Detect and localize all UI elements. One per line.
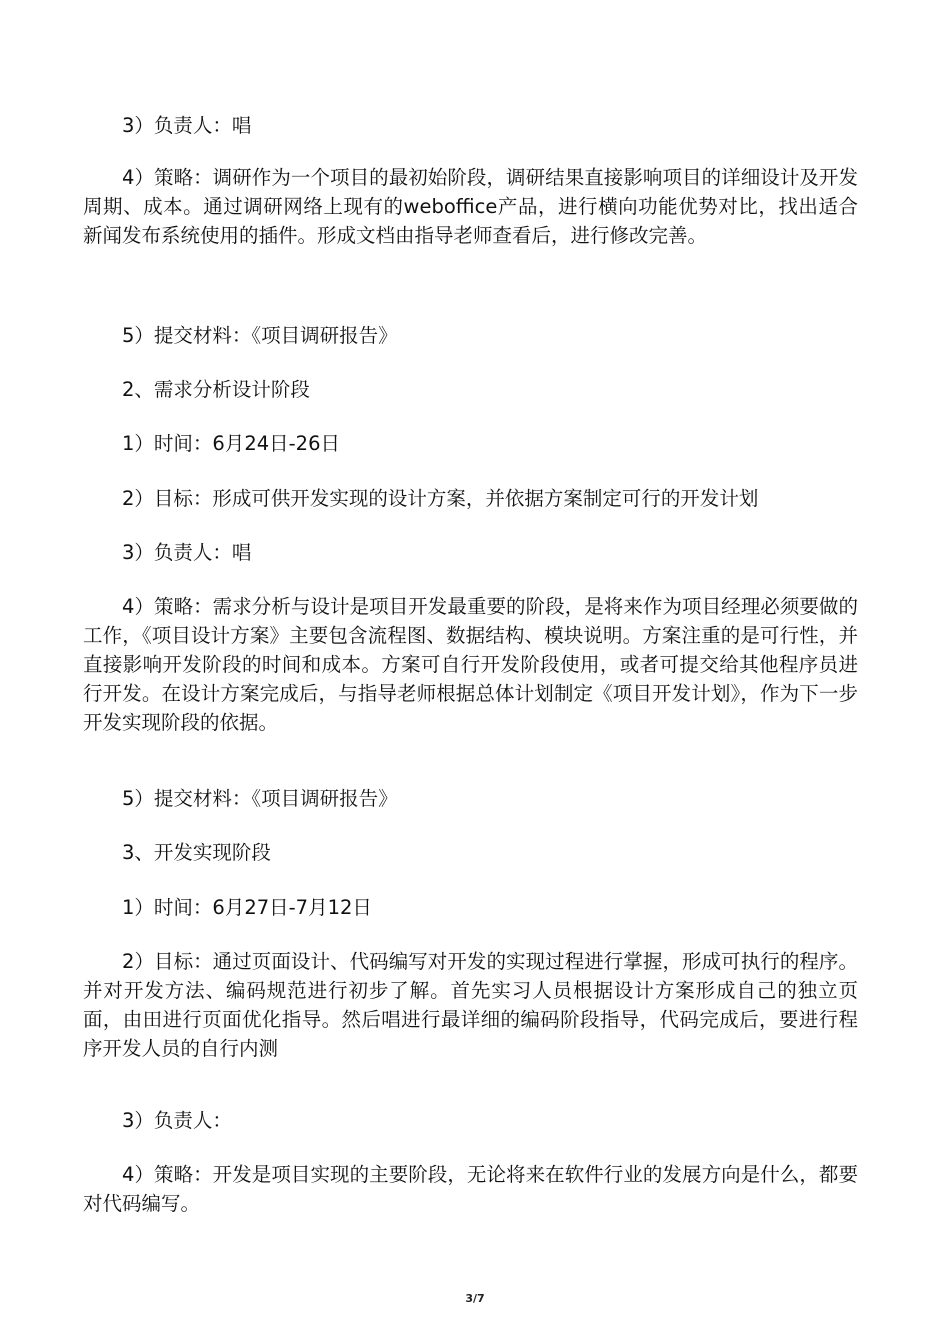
page-number: 3/7 — [465, 1292, 485, 1305]
paragraph-strategy-1: 4）策略：调研作为一个项目的最初始阶段，调研结果直接影响项目的详细设计及开发周期、成本。通过调研网络上现有的weboffice产品，进行横向功能优势对比，找出适合新闻发布系统使用的插件。形成文档由指导老师查看后，进行修改完善。 — [83, 166, 858, 247]
paragraph-materials-1: 5）提交材料：《项目调研报告》 — [122, 324, 398, 347]
paragraph-time-3: 1）时间：6月27日-7月12日 — [122, 896, 372, 919]
paragraph-strategy-3: 4）策略：开发是项目实现的主要阶段，无论将来在软件行业的发展方向是什么，都要对代码编写。 — [83, 1163, 858, 1215]
section-heading-3: 3、开发实现阶段 — [122, 841, 271, 864]
paragraph-responsible-1: 3）负责人：唱 — [122, 114, 252, 137]
paragraph-materials-2: 5）提交材料：《项目调研报告》 — [122, 787, 398, 810]
paragraph-strategy-2: 4）策略：需求分析与设计是项目开发最重要的阶段，是将来作为项目经理必须要做的工作，《项目设计方案》主要包含流程图、数据结构、模块说明。方案注重的是可行性，并直接影响开发阶段的时间和成本。方案可自行开发阶段使用，或者可提交给其他程序员进行开发。在设计方案完成后，与指导老师根据总体计划制定《项目开发计划》，作为下一步开发实现阶段的依据。 — [83, 595, 858, 734]
paragraph-goal-2: 2）目标：形成可供开发实现的设计方案，并依据方案制定可行的开发计划 — [122, 487, 759, 510]
section-heading-2: 2、需求分析设计阶段 — [122, 378, 310, 401]
paragraph-goal-3: 2）目标：通过页面设计、代码编写对开发的实现过程进行掌握，形成可执行的程序。并对开发方法、编码规范进行初步了解。首先实习人员根据设计方案形成自己的独立页面，由田进行页面优化指导。然后唱进行最详细的编码阶段指导，代码完成后，要进行程序开发人员的自行内测 — [83, 950, 858, 1060]
paragraph-responsible-3: 3）负责人： — [122, 1109, 232, 1132]
paragraph-time-2: 1）时间：6月24日-26日 — [122, 432, 340, 455]
paragraph-responsible-2: 3）负责人：唱 — [122, 541, 252, 564]
